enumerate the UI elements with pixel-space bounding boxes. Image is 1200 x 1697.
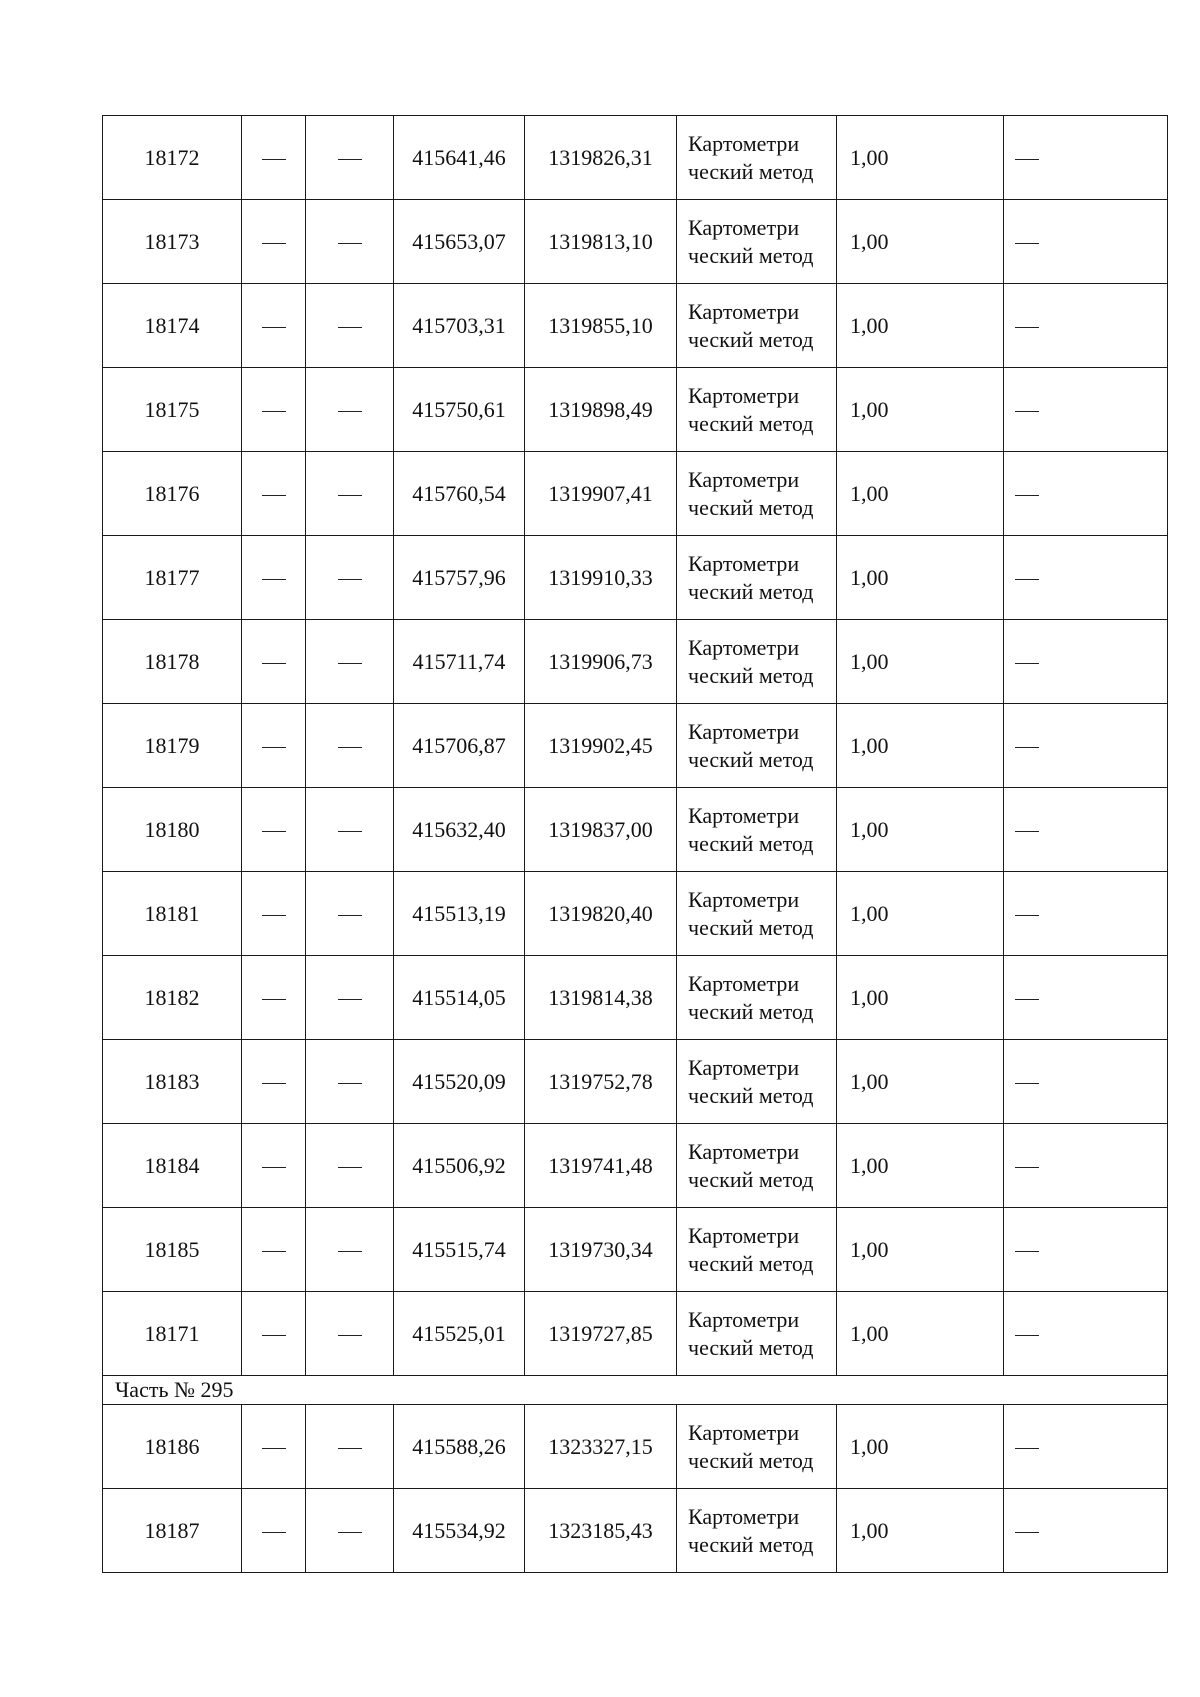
method-cell: Картометри ческий метод (677, 1208, 837, 1292)
point-number-cell: 18176 (103, 452, 242, 536)
dash-mark (262, 411, 286, 412)
point-number-cell: 18177 (103, 536, 242, 620)
dash-mark (338, 663, 362, 664)
point-number-cell: 18174 (103, 284, 242, 368)
point-number-cell: 18178 (103, 620, 242, 704)
dash-mark (1015, 1083, 1039, 1084)
empty-cell (306, 704, 394, 788)
dash-mark (1015, 1167, 1039, 1168)
accuracy-cell: 1,00 (837, 1292, 1004, 1376)
part-row (103, 1376, 1168, 1405)
dash-mark (338, 159, 362, 160)
method-cell: Картометри ческий метод (677, 1489, 837, 1573)
accuracy-cell: 1,00 (837, 956, 1004, 1040)
description-cell (1004, 1208, 1168, 1292)
accuracy-cell: 1,00 (837, 536, 1004, 620)
x-coordinate-cell: 415514,05 (394, 956, 525, 1040)
empty-cell (242, 368, 306, 452)
table-row (103, 1040, 1168, 1124)
empty-cell (242, 1124, 306, 1208)
point-number-cell: 18187 (103, 1489, 242, 1573)
x-coordinate-cell: 415653,07 (394, 200, 525, 284)
empty-cell (306, 536, 394, 620)
table-row (103, 116, 1168, 200)
dash-mark (262, 1335, 286, 1336)
table-row (103, 872, 1168, 956)
method-cell: Картометри ческий метод (677, 620, 837, 704)
dash-mark (1015, 1251, 1039, 1252)
description-cell (1004, 704, 1168, 788)
y-coordinate-cell: 1319741,48 (525, 1124, 677, 1208)
accuracy-cell: 1,00 (837, 1405, 1004, 1489)
point-number-cell: 18186 (103, 1405, 242, 1489)
description-cell (1004, 620, 1168, 704)
table-row (103, 452, 1168, 536)
y-coordinate-cell: 1319820,40 (525, 872, 677, 956)
x-coordinate-cell: 415706,87 (394, 704, 525, 788)
x-coordinate-cell: 415641,46 (394, 116, 525, 200)
empty-cell (242, 704, 306, 788)
dash-mark (1015, 159, 1039, 160)
dash-mark (338, 1251, 362, 1252)
y-coordinate-cell: 1319826,31 (525, 116, 677, 200)
dash-mark (338, 327, 362, 328)
dash-mark (262, 1167, 286, 1168)
empty-cell (306, 1208, 394, 1292)
point-number-cell: 18180 (103, 788, 242, 872)
dash-mark (262, 579, 286, 580)
table-row (103, 1489, 1168, 1573)
dash-mark (338, 1083, 362, 1084)
empty-cell (306, 368, 394, 452)
x-coordinate-cell: 415711,74 (394, 620, 525, 704)
dash-mark (262, 831, 286, 832)
dash-mark (338, 1532, 362, 1533)
dash-mark (338, 1448, 362, 1449)
empty-cell (306, 1489, 394, 1573)
point-number-cell: 18172 (103, 116, 242, 200)
dash-mark (262, 663, 286, 664)
empty-cell (306, 956, 394, 1040)
method-cell: Картометри ческий метод (677, 956, 837, 1040)
empty-cell (306, 1405, 394, 1489)
dash-mark (338, 831, 362, 832)
description-cell (1004, 1405, 1168, 1489)
table-row (103, 200, 1168, 284)
empty-cell (242, 956, 306, 1040)
dash-mark (338, 1167, 362, 1168)
y-coordinate-cell: 1319855,10 (525, 284, 677, 368)
empty-cell (242, 1489, 306, 1573)
description-cell (1004, 1124, 1168, 1208)
method-cell: Картометри ческий метод (677, 788, 837, 872)
part-label: Часть № 295 (103, 1376, 1168, 1405)
empty-cell (306, 1292, 394, 1376)
empty-cell (242, 452, 306, 536)
accuracy-cell: 1,00 (837, 368, 1004, 452)
accuracy-cell: 1,00 (837, 1124, 1004, 1208)
accuracy-cell: 1,00 (837, 284, 1004, 368)
dash-mark (1015, 495, 1039, 496)
empty-cell (306, 1040, 394, 1124)
y-coordinate-cell: 1319813,10 (525, 200, 677, 284)
method-cell: Картометри ческий метод (677, 536, 837, 620)
method-cell: Картометри ческий метод (677, 1405, 837, 1489)
dash-mark (262, 159, 286, 160)
empty-cell (242, 200, 306, 284)
accuracy-cell: 1,00 (837, 1489, 1004, 1573)
x-coordinate-cell: 415525,01 (394, 1292, 525, 1376)
dash-mark (1015, 999, 1039, 1000)
empty-cell (242, 872, 306, 956)
dash-mark (262, 327, 286, 328)
y-coordinate-cell: 1323185,43 (525, 1489, 677, 1573)
method-cell: Картометри ческий метод (677, 116, 837, 200)
method-cell: Картометри ческий метод (677, 704, 837, 788)
dash-mark (1015, 831, 1039, 832)
x-coordinate-cell: 415506,92 (394, 1124, 525, 1208)
x-coordinate-cell: 415588,26 (394, 1405, 525, 1489)
point-number-cell: 18181 (103, 872, 242, 956)
accuracy-cell: 1,00 (837, 1208, 1004, 1292)
empty-cell (306, 200, 394, 284)
description-cell (1004, 200, 1168, 284)
table-row (103, 788, 1168, 872)
y-coordinate-cell: 1319910,33 (525, 536, 677, 620)
point-number-cell: 18171 (103, 1292, 242, 1376)
description-cell (1004, 452, 1168, 536)
description-cell (1004, 1040, 1168, 1124)
dash-mark (338, 915, 362, 916)
description-cell (1004, 1292, 1168, 1376)
empty-cell (306, 788, 394, 872)
part-section (103, 1376, 1168, 1405)
table-row (103, 1405, 1168, 1489)
point-number-cell: 18182 (103, 956, 242, 1040)
dash-mark (262, 495, 286, 496)
x-coordinate-cell: 415632,40 (394, 788, 525, 872)
point-number-cell: 18183 (103, 1040, 242, 1124)
table-row (103, 284, 1168, 368)
description-cell (1004, 536, 1168, 620)
dash-mark (262, 1532, 286, 1533)
table-row (103, 956, 1168, 1040)
empty-cell (242, 620, 306, 704)
dash-mark (338, 747, 362, 748)
method-cell: Картометри ческий метод (677, 200, 837, 284)
y-coordinate-cell: 1319752,78 (525, 1040, 677, 1124)
y-coordinate-cell: 1319898,49 (525, 368, 677, 452)
table-row (103, 368, 1168, 452)
table-row (103, 620, 1168, 704)
empty-cell (242, 1208, 306, 1292)
empty-cell (306, 284, 394, 368)
dash-mark (1015, 411, 1039, 412)
y-coordinate-cell: 1319730,34 (525, 1208, 677, 1292)
accuracy-cell: 1,00 (837, 452, 1004, 536)
description-cell (1004, 116, 1168, 200)
x-coordinate-cell: 415515,74 (394, 1208, 525, 1292)
accuracy-cell: 1,00 (837, 788, 1004, 872)
description-cell (1004, 284, 1168, 368)
point-number-cell: 18179 (103, 704, 242, 788)
description-cell (1004, 956, 1168, 1040)
dash-mark (262, 915, 286, 916)
dash-mark (262, 1251, 286, 1252)
empty-cell (306, 1124, 394, 1208)
y-coordinate-cell: 1319906,73 (525, 620, 677, 704)
y-coordinate-cell: 1323327,15 (525, 1405, 677, 1489)
y-coordinate-cell: 1319837,00 (525, 788, 677, 872)
dash-mark (1015, 579, 1039, 580)
method-cell: Картометри ческий метод (677, 284, 837, 368)
table-row (103, 1124, 1168, 1208)
dash-mark (1015, 915, 1039, 916)
dash-mark (262, 747, 286, 748)
table-row (103, 536, 1168, 620)
dash-mark (1015, 1532, 1039, 1533)
empty-cell (306, 452, 394, 536)
dash-mark (1015, 1448, 1039, 1449)
accuracy-cell: 1,00 (837, 704, 1004, 788)
dash-mark (1015, 1335, 1039, 1336)
table-row (103, 1208, 1168, 1292)
dash-mark (262, 1448, 286, 1449)
description-cell (1004, 1489, 1168, 1573)
dash-mark (338, 243, 362, 244)
description-cell (1004, 788, 1168, 872)
method-cell: Картометри ческий метод (677, 1124, 837, 1208)
empty-cell (306, 116, 394, 200)
x-coordinate-cell: 415750,61 (394, 368, 525, 452)
x-coordinate-cell: 415534,92 (394, 1489, 525, 1573)
accuracy-cell: 1,00 (837, 1040, 1004, 1124)
table-body-after (103, 1405, 1168, 1573)
dash-mark (338, 579, 362, 580)
empty-cell (306, 872, 394, 956)
empty-cell (242, 1405, 306, 1489)
x-coordinate-cell: 415513,19 (394, 872, 525, 956)
accuracy-cell: 1,00 (837, 872, 1004, 956)
accuracy-cell: 1,00 (837, 620, 1004, 704)
dash-mark (1015, 243, 1039, 244)
dash-mark (338, 495, 362, 496)
table-row (103, 704, 1168, 788)
accuracy-cell: 1,00 (837, 116, 1004, 200)
y-coordinate-cell: 1319902,45 (525, 704, 677, 788)
dash-mark (262, 999, 286, 1000)
y-coordinate-cell: 1319907,41 (525, 452, 677, 536)
point-number-cell: 18173 (103, 200, 242, 284)
point-number-cell: 18175 (103, 368, 242, 452)
method-cell: Картометри ческий метод (677, 1040, 837, 1124)
empty-cell (242, 788, 306, 872)
point-number-cell: 18185 (103, 1208, 242, 1292)
dash-mark (338, 411, 362, 412)
coordinates-table (102, 115, 1168, 1573)
y-coordinate-cell: 1319814,38 (525, 956, 677, 1040)
empty-cell (242, 1292, 306, 1376)
point-number-cell: 18184 (103, 1124, 242, 1208)
dash-mark (1015, 747, 1039, 748)
table-body-before (103, 116, 1168, 1376)
dash-mark (1015, 327, 1039, 328)
dash-mark (338, 1335, 362, 1336)
dash-mark (1015, 663, 1039, 664)
empty-cell (306, 620, 394, 704)
empty-cell (242, 1040, 306, 1124)
method-cell: Картометри ческий метод (677, 1292, 837, 1376)
method-cell: Картометри ческий метод (677, 368, 837, 452)
x-coordinate-cell: 415520,09 (394, 1040, 525, 1124)
method-cell: Картометри ческий метод (677, 452, 837, 536)
dash-mark (338, 999, 362, 1000)
table-row (103, 1292, 1168, 1376)
empty-cell (242, 116, 306, 200)
x-coordinate-cell: 415703,31 (394, 284, 525, 368)
description-cell (1004, 368, 1168, 452)
method-cell: Картометри ческий метод (677, 872, 837, 956)
empty-cell (242, 536, 306, 620)
description-cell (1004, 872, 1168, 956)
x-coordinate-cell: 415757,96 (394, 536, 525, 620)
empty-cell (242, 284, 306, 368)
y-coordinate-cell: 1319727,85 (525, 1292, 677, 1376)
dash-mark (262, 243, 286, 244)
x-coordinate-cell: 415760,54 (394, 452, 525, 536)
dash-mark (262, 1083, 286, 1084)
accuracy-cell: 1,00 (837, 200, 1004, 284)
